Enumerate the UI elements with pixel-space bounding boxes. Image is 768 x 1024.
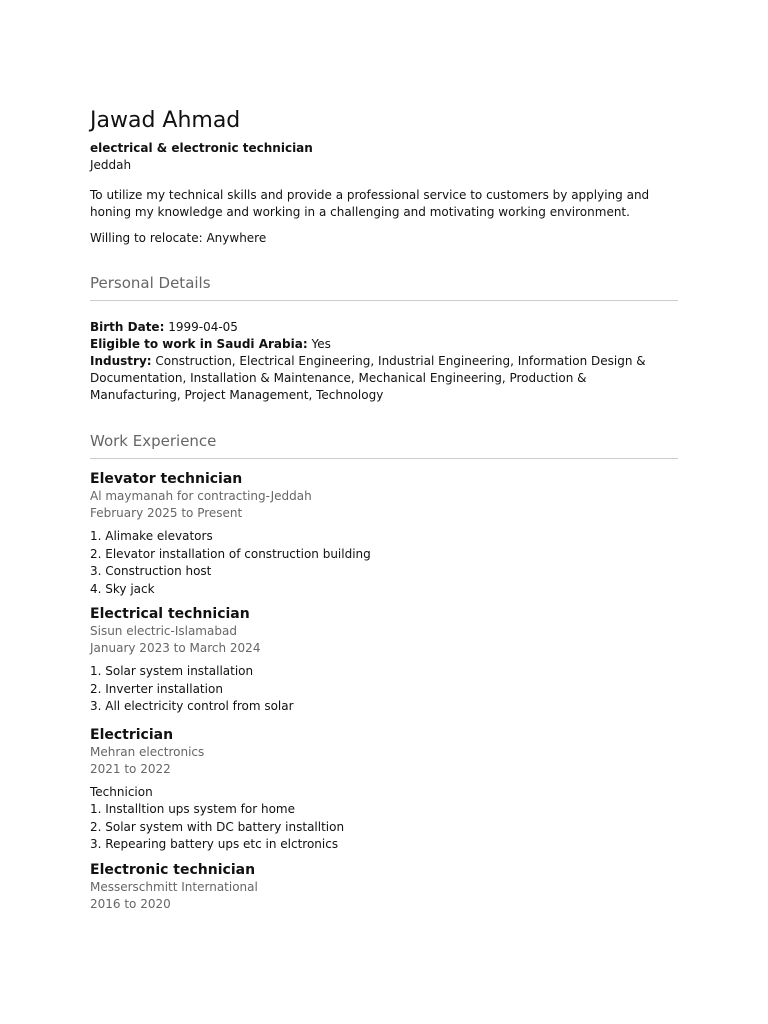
job-title: Elevator technician <box>90 471 243 487</box>
job-company: Al maymanah for contracting-Jeddah <box>90 489 312 503</box>
job-description-line: 1. Installtion ups system for home <box>90 802 296 816</box>
birth-date-value: 1999-04-05 <box>168 320 238 334</box>
job-dates: 2021 to 2022 <box>90 761 171 776</box>
career-summary: To utilize my technical skills and provide a professional service to customers by applying and honing my knowledge and working in a challenging and motivating working environment. <box>90 188 650 219</box>
relocation-preference: Willing to relocate: Anywhere <box>90 231 267 245</box>
job-description <box>90 784 678 854</box>
job-description-line: 3. All electricity control from solar <box>90 699 294 713</box>
industry-value: Construction, Electrical Engineering, Industrial Engineering, Information Design & Documentation, Installation & Maintenance, Mechanical Engineering, Production & Manufacturing, Project Management, Technology <box>90 354 646 402</box>
job-dates: 2016 to 2020 <box>90 896 171 911</box>
job-company: Mehran electronics <box>90 744 205 759</box>
candidate-location: Jeddah <box>90 158 132 172</box>
candidate-headline: electrical & electronic technician <box>90 141 313 155</box>
job-dates: January 2023 to March 2024 <box>90 641 261 655</box>
work-eligibility-value: Yes <box>311 337 331 351</box>
work-eligibility-label: Eligible to work in Saudi Arabia: <box>90 337 308 351</box>
job-title: Electrician <box>90 726 174 743</box>
birth-date-row <box>90 319 678 336</box>
work-eligibility-row <box>90 336 678 353</box>
job-title: Electronic technician <box>90 861 256 878</box>
job-entry <box>90 470 678 598</box>
job-description <box>90 663 678 716</box>
personal-details <box>90 319 678 404</box>
job-description-line: 2. Elevator installation of construction building <box>90 546 371 561</box>
job-description-line: 3. Construction host <box>90 564 212 578</box>
job-dates: February 2025 to Present <box>90 506 243 520</box>
job-description <box>90 528 678 598</box>
job-company: Sisun electric-Islamabad <box>90 624 237 638</box>
job-description-line: 1. Solar system installation <box>90 664 254 678</box>
section-title-personal-details: Personal Details <box>90 273 678 301</box>
candidate-name: Jawad Ahmad <box>90 108 241 133</box>
job-entry <box>90 605 678 716</box>
job-company: Messerschmitt International <box>90 879 258 894</box>
job-description-line: 2. Solar system with DC battery installtion <box>90 819 345 834</box>
job-description-line: 2. Inverter installation <box>90 681 223 696</box>
job-description-line: Technicion <box>90 784 153 799</box>
job-entry <box>90 861 678 913</box>
birth-date-label: Birth Date: <box>90 320 165 334</box>
job-entry <box>90 726 678 854</box>
job-description-line: 4. Sky jack <box>90 581 155 596</box>
industry-label: Industry: <box>90 354 152 368</box>
job-description-line: 1. Alimake elevators <box>90 529 213 543</box>
job-title: Electrical technician <box>90 606 250 622</box>
resume-page <box>90 106 678 913</box>
section-title-work-experience: Work Experience <box>90 431 678 459</box>
industry-row <box>90 353 678 404</box>
job-description-line: 3. Repearing battery ups etc in elctronics <box>90 837 339 851</box>
